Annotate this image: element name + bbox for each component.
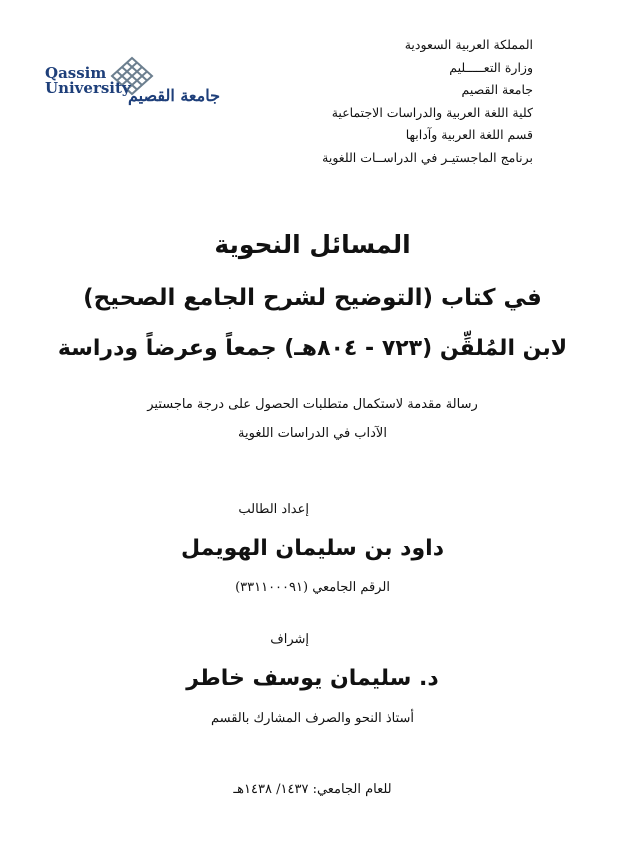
student-name: داود بن سليمان الهويمل [181, 536, 444, 561]
thesis-title-line3: لابن المُلقِّن (٧٢٣ - ٨٠٤هـ) جمعاً وعرضاً ودراسة [57, 336, 568, 361]
header-line-country: المملكة العربية السعودية [404, 37, 533, 52]
supervisor-name: د. سليمان يوسف خاطر [186, 666, 439, 691]
supervisor-title: أستاذ النحو والصرف المشارك بالقسم [210, 711, 415, 726]
academic-year: للعام الجامعي: ١٤٣٧/ ١٤٣٨هـ [233, 782, 392, 797]
thesis-title-line1: المسائل النحوية [214, 230, 411, 259]
header-line-university: جامعة القصيم [461, 82, 533, 97]
header-line-department: قسم اللغة العربية وآدابها [405, 127, 533, 142]
logo-english-line2: University [45, 79, 131, 97]
header-line-program: برنامج الماجستيـر في الدراســات اللغوية [322, 149, 533, 165]
logo-english-text [45, 66, 131, 96]
degree-statement-line1: رسالة مقدمة لاستكمال متطلبات الحصول على درجة ماجستير [147, 397, 478, 412]
university-logo [40, 56, 230, 116]
supervision-label: إشراف [270, 632, 309, 647]
prepared-by-label: إعداد الطالب [238, 502, 309, 517]
logo-english-line1: Qassim [45, 64, 107, 82]
degree-statement-line2: الآداب في الدراسات اللغوية [238, 426, 387, 441]
student-id: الرقم الجامعي (٣٣١١٠٠٠٩١) [235, 580, 390, 595]
header-line-college: كلية اللغة العربية والدراسات الاجتماعية [331, 104, 533, 120]
header-line-ministry: وزارة التعـــــليم [449, 59, 533, 75]
logo-arabic-text: جامعة القصيم [128, 86, 220, 105]
thesis-title-line2: في كتاب (التوضيح لشرح الجامع الصحيح) [83, 285, 542, 311]
institution-header [322, 34, 533, 169]
